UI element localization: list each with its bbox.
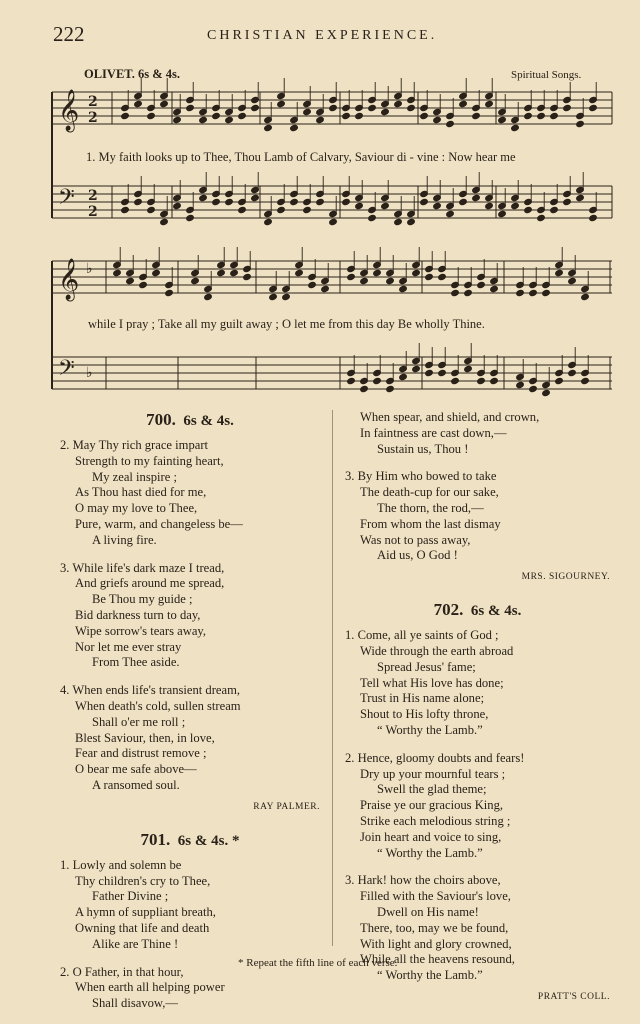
note xyxy=(373,269,382,276)
note xyxy=(477,281,486,288)
note xyxy=(394,218,403,225)
page-number: 222 xyxy=(53,22,85,46)
note xyxy=(542,389,551,396)
flat-sign: ♭ xyxy=(86,365,93,381)
note xyxy=(542,289,551,296)
verse-line: Fear and distrust remove ; xyxy=(75,746,207,761)
verse-line: Praise ye our gracious King, xyxy=(360,798,504,813)
note xyxy=(342,112,351,119)
note xyxy=(290,124,299,131)
stanza xyxy=(345,751,610,862)
time-signature: 2 xyxy=(88,204,98,220)
note xyxy=(329,218,338,225)
note xyxy=(485,100,494,107)
note xyxy=(581,293,590,300)
note xyxy=(212,112,221,119)
verse-line: The death-cup for our sake, xyxy=(360,485,499,500)
hymn-number: 700. xyxy=(146,410,176,429)
time-signature: 2 xyxy=(88,110,98,126)
verse-line: O bear me safe above— xyxy=(75,762,197,777)
note xyxy=(412,269,421,276)
note xyxy=(173,202,182,209)
verse-line: A ransomed soul. xyxy=(92,777,180,792)
lyric-line-2: while I pray ; Take all my guilt away ; O let me from this day Be wholly Thine. xyxy=(88,317,485,331)
verse-line: Aid us, O God ! xyxy=(377,548,458,563)
note xyxy=(438,273,447,280)
stanza xyxy=(60,858,320,953)
verse-line: While all the heavens resound, xyxy=(360,952,515,967)
verse-line: And griefs around me spread, xyxy=(75,576,225,591)
note xyxy=(204,293,213,300)
verse-line: 3. By Him who bowed to take xyxy=(345,469,497,484)
lyric-line-1: 1. My faith looks up to Thee, Thou Lamb of Calvary, Saviour di - vine : Now hear me xyxy=(86,150,516,164)
note xyxy=(368,214,377,221)
note xyxy=(420,198,429,205)
note xyxy=(225,116,234,123)
music-score xyxy=(0,0,640,400)
verse-line: Owning that life and death xyxy=(75,920,210,935)
note xyxy=(581,377,590,384)
note xyxy=(576,194,585,201)
note xyxy=(316,116,325,123)
treble-clef: 𝄞 xyxy=(58,90,80,131)
hymn-meter: 6s & 4s. * xyxy=(177,832,240,849)
hymn-meter: 6s & 4s. xyxy=(183,413,234,429)
time-signature: 2 xyxy=(88,188,98,204)
author-attribution: MRS. SIGOURNEY. xyxy=(521,572,610,583)
author-attribution: PRATT'S COLL. xyxy=(537,991,610,1002)
hymn-number: 702. xyxy=(433,600,464,620)
note xyxy=(550,112,559,119)
bass-clef: 𝄢 xyxy=(58,356,75,386)
verse-line: Strike each melodious string ; xyxy=(360,813,511,828)
note xyxy=(555,377,564,384)
note xyxy=(373,377,382,384)
note xyxy=(251,194,260,201)
note xyxy=(438,369,447,376)
note xyxy=(230,269,239,276)
note xyxy=(511,124,520,131)
staff xyxy=(52,261,612,293)
verse-line: Filled with the Saviour's love, xyxy=(360,889,511,904)
note xyxy=(360,385,369,392)
left-column xyxy=(60,402,320,1024)
note xyxy=(295,269,304,276)
note xyxy=(329,104,338,111)
stanza xyxy=(345,628,610,739)
note xyxy=(321,285,330,292)
stanza-continued xyxy=(345,410,610,457)
stanza xyxy=(60,965,320,1012)
note xyxy=(433,202,442,209)
stanza xyxy=(60,438,320,549)
stanza xyxy=(345,469,610,564)
note xyxy=(381,202,390,209)
note xyxy=(347,273,356,280)
time-signature: 2 xyxy=(88,94,98,110)
note xyxy=(173,116,182,123)
note xyxy=(516,289,525,296)
note xyxy=(529,385,538,392)
note xyxy=(134,100,143,107)
verse-line: 3. Hark! how the choirs above, xyxy=(345,873,501,888)
verse-line: “ Worthy the Lamb.” xyxy=(377,845,483,860)
note xyxy=(121,206,130,213)
tune-source: Spiritual Songs. xyxy=(511,69,582,81)
note xyxy=(472,194,481,201)
note xyxy=(303,206,312,213)
note xyxy=(277,100,286,107)
staff xyxy=(52,357,612,389)
note xyxy=(568,369,577,376)
treble-clef: 𝄞 xyxy=(58,259,80,300)
note xyxy=(412,365,421,372)
note xyxy=(425,369,434,376)
note xyxy=(524,206,533,213)
note xyxy=(451,377,460,384)
note xyxy=(459,198,468,205)
note xyxy=(147,112,156,119)
verse-line: Swell the glad theme; xyxy=(377,782,487,797)
note xyxy=(386,385,395,392)
note xyxy=(290,198,299,205)
verse-line: Dwell on His name! xyxy=(377,904,479,919)
note xyxy=(524,112,533,119)
verse-line: My zeal inspire ; xyxy=(92,469,177,484)
note xyxy=(563,104,572,111)
verse-line: Thy children's cry to Thee, xyxy=(75,873,211,888)
note xyxy=(464,365,473,372)
verse-line: Sustain us, Thou ! xyxy=(377,441,469,456)
note xyxy=(477,377,486,384)
verse-line: The thorn, the rod,— xyxy=(377,500,484,515)
verse-line: With light and glory crowned, xyxy=(360,936,512,951)
verse-line: Tell what His love has done; xyxy=(360,675,504,690)
note xyxy=(464,289,473,296)
verse-line: Bid darkness turn to day, xyxy=(75,607,201,622)
stanza xyxy=(60,683,320,794)
hymn-number: 701. xyxy=(140,829,171,849)
running-title: CHRISTIAN EXPERIENCE. xyxy=(207,28,438,43)
note xyxy=(355,112,364,119)
note xyxy=(126,277,135,284)
note xyxy=(451,289,460,296)
note xyxy=(186,214,195,221)
note xyxy=(251,104,260,111)
verse-line: Wipe sorrow's tears away, xyxy=(75,623,207,638)
note xyxy=(399,285,408,292)
note xyxy=(355,202,364,209)
note xyxy=(243,273,252,280)
verse-line: A living fire. xyxy=(92,532,157,547)
verse-line: 2. May Thy rich grace impart xyxy=(60,438,209,452)
verse-line: Wide through the earth abroad xyxy=(360,643,514,658)
verse-line: O may my love to Thee, xyxy=(75,501,198,516)
note xyxy=(407,218,416,225)
note xyxy=(277,206,286,213)
note xyxy=(139,281,148,288)
tune-name: OLIVET. 6s & 4s. xyxy=(84,67,180,81)
note xyxy=(498,116,507,123)
note xyxy=(238,206,247,213)
verse-line: Blest Saviour, then, in love, xyxy=(75,730,215,745)
footnote: * Repeat the fifth line of each verse. xyxy=(238,957,398,969)
note xyxy=(550,206,559,213)
verse-line: Dry up your mournful tears ; xyxy=(360,766,506,781)
note xyxy=(217,269,226,276)
hymn-702-heading xyxy=(345,600,610,620)
note xyxy=(490,285,499,292)
verse-line: “ Worthy the Lamb.” xyxy=(377,968,483,983)
verse-line: 1. Lowly and solemn be xyxy=(60,857,182,872)
hymn-meter: 6s & 4s. xyxy=(470,603,522,620)
verse-line: Pure, warm, and changeless be— xyxy=(75,516,243,531)
note xyxy=(113,269,122,276)
note xyxy=(264,124,273,131)
note xyxy=(563,198,572,205)
note xyxy=(303,108,312,115)
note xyxy=(589,104,598,111)
note xyxy=(537,214,546,221)
note xyxy=(160,100,169,107)
verse-line: Shall disavow,— xyxy=(92,996,178,1011)
verse-line: When earth all helping power xyxy=(75,980,225,995)
right-column xyxy=(345,410,610,1008)
verse-line: Shout to His lofty throne, xyxy=(360,707,489,722)
verse-line: In faintness are cast down,— xyxy=(360,425,507,440)
note xyxy=(576,120,585,127)
note xyxy=(511,202,520,209)
verse-line: Trust in His name alone; xyxy=(360,691,485,706)
note xyxy=(316,198,325,205)
verse-line: 2. O Father, in that hour, xyxy=(60,964,184,979)
verse-line: “ Worthy the Lamb.” xyxy=(377,722,483,737)
verse-line: Shall o'er me roll ; xyxy=(92,714,186,729)
note xyxy=(485,202,494,209)
note xyxy=(386,277,395,284)
note xyxy=(407,104,416,111)
note xyxy=(472,112,481,119)
verse-line: Be Thou my guide ; xyxy=(92,592,193,607)
note xyxy=(420,112,429,119)
note xyxy=(529,289,538,296)
verse-line: Father Divine ; xyxy=(92,889,169,904)
note xyxy=(568,277,577,284)
note xyxy=(199,194,208,201)
note xyxy=(433,116,442,123)
hymn-701-heading xyxy=(60,830,320,850)
note xyxy=(191,277,200,284)
verse-line: Nor let me ever stray xyxy=(75,639,182,654)
note xyxy=(459,100,468,107)
note xyxy=(342,198,351,205)
verse-line: Strength to my fainting heart, xyxy=(75,453,224,468)
note xyxy=(121,112,130,119)
verse-line: As Thou hast died for me, xyxy=(75,485,207,500)
verse-line: Spread Jesus' fame; xyxy=(377,659,476,674)
stanza xyxy=(60,561,320,672)
verse-line: 4. When ends life's transient dream, xyxy=(60,683,241,698)
verse-line: When spear, and shield, and crown, xyxy=(360,410,540,424)
verse-line: A hymn of suppliant breath, xyxy=(75,905,216,920)
verse-line: When death's cold, sullen stream xyxy=(75,698,241,713)
note xyxy=(152,269,161,276)
note xyxy=(282,293,291,300)
note xyxy=(399,373,408,380)
verse-line: 3. While life's dark maze I tread, xyxy=(60,560,225,575)
note xyxy=(537,112,546,119)
note xyxy=(264,218,273,225)
note xyxy=(147,206,156,213)
bass-clef: 𝄢 xyxy=(58,185,75,215)
verse-line: Was not to pass away, xyxy=(360,532,471,547)
note xyxy=(308,281,317,288)
note xyxy=(269,293,278,300)
note xyxy=(160,218,169,225)
note xyxy=(212,198,221,205)
note xyxy=(555,269,564,276)
note xyxy=(360,277,369,284)
column-divider xyxy=(332,410,333,946)
note xyxy=(446,120,455,127)
verse-line: From Thee aside. xyxy=(92,655,180,670)
verse-line: From whom the last dismay xyxy=(360,516,501,531)
note xyxy=(425,273,434,280)
note xyxy=(199,116,208,123)
note xyxy=(238,112,247,119)
verse-line: There, too, may we be found, xyxy=(360,920,509,935)
note xyxy=(498,210,507,217)
note xyxy=(368,104,377,111)
verse-line: 2. Hence, gloomy doubts and fears! xyxy=(345,750,525,765)
note xyxy=(589,214,598,221)
flat-sign: ♭ xyxy=(86,261,93,277)
note xyxy=(490,377,499,384)
note xyxy=(225,198,234,205)
author-attribution: RAY PALMER. xyxy=(253,801,320,812)
verse-line: 1. Come, all ye saints of God ; xyxy=(345,628,499,643)
note xyxy=(347,377,356,384)
note xyxy=(165,289,174,296)
note xyxy=(394,100,403,107)
hymn-700-heading xyxy=(60,410,320,430)
note xyxy=(381,108,390,115)
note xyxy=(186,104,195,111)
note xyxy=(134,198,143,205)
verse-line: Alike are Thine ! xyxy=(92,936,179,951)
note xyxy=(446,210,455,217)
note xyxy=(516,381,525,388)
verse-line: Join heart and voice to sing, xyxy=(360,829,502,844)
